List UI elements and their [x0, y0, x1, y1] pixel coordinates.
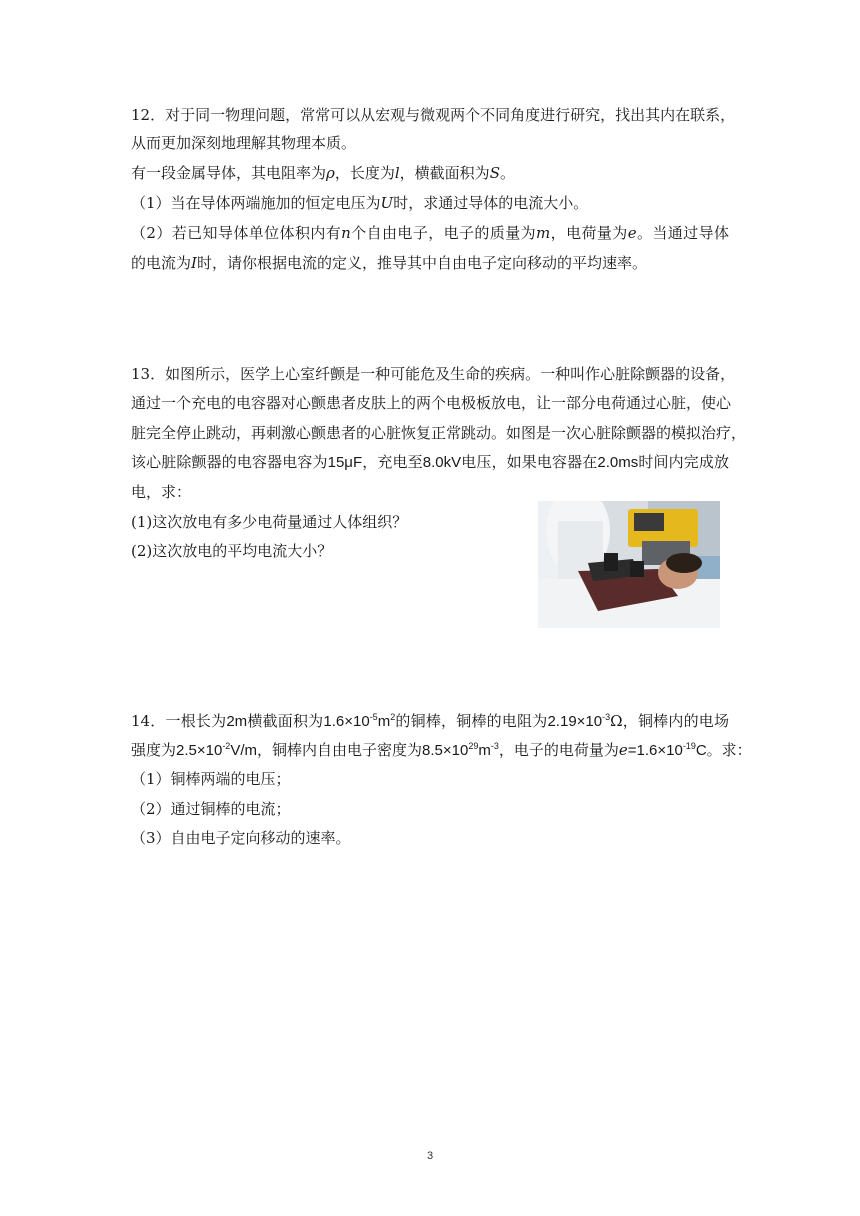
symbol-U: U: [380, 194, 394, 212]
q13-line-4: 该心脏除颤器的电容器电容为15μF，充电至8.0kV电压，如果电容器在2.0ms时间内完成放: [131, 453, 729, 471]
symbol-l: l: [394, 164, 400, 182]
q12-part-1: （1）当在导体两端施加的恒定电压为U时，求通过导体的电流大小。: [131, 194, 589, 212]
q13-sub-2: (2)这次放电的平均电流大小？: [131, 542, 333, 560]
q14-sub-1: （1）铜棒两端的电压；: [131, 770, 291, 788]
q14-line-1: 14．一根长为2m横截面积为$1.6\times 10^{-5}m^2$的铜棒，铜棒的电阻为$2.19\times 10^{-3}\Omega$，铜棒内的电场: [131, 712, 729, 730]
q13-line-2: 通过一个充电的电容器对心颤患者皮肤上的两个电极板放电，让一部分电荷通过心脏，使心: [131, 394, 732, 412]
q13-sub-1: (1)这次放电有多少电荷量通过人体组织？: [131, 513, 408, 531]
defibrillator-photo: [538, 501, 720, 628]
q12-line-2: 从而更加深刻地理解其物理本质。: [131, 134, 357, 152]
q12-line-3: 有一段金属导体，其电阻率为ρ，长度为l，横截面积为S。: [131, 164, 515, 182]
symbol-e: e: [627, 224, 637, 242]
symbol-rho: ρ: [326, 164, 335, 182]
q12-line-1: 12．对于同一物理问题，常常可以从宏观与微观两个不同角度进行研究，找出其内在联系，: [131, 106, 736, 124]
q13-line-5: 电，求：: [131, 483, 192, 501]
symbol-m: m: [536, 224, 551, 242]
symbol-I: I: [191, 254, 197, 272]
symbol-S: S: [489, 164, 500, 182]
q12-part-2-line-1: （2）若已知导体单位体积内有n个自由电子，电子的质量为m，电荷量为e。当通过导体: [131, 224, 729, 242]
q13-line-1: 13．如图所示，医学上心室纤颤是一种可能危及生命的疾病。一种叫作心脏除颤器的设备，: [131, 365, 736, 383]
symbol-e: e: [618, 741, 628, 759]
q13-line-3: 脏完全停止跳动，再刺激心颤患者的心脏恢复正常跳动。如图是一次心脏除颤器的模拟治疗，: [131, 424, 747, 442]
q14-sub-2: （2）通过铜棒的电流；: [131, 800, 291, 818]
symbol-n: n: [341, 224, 351, 242]
q14-line-2: 强度为$2.5\times 10^{-2}V/m$，铜棒内自由电子密度为$8.5\times 10^{29}m^{-3}$，电子的电荷量为$e=1.6\times 10^{-19}C$。求：: [131, 741, 752, 759]
q12-part-2-line-2: 的电流为I时，请你根据电流的定义，推导其中自由电子定向移动的平均速率。: [131, 254, 647, 272]
q14-sub-3: （3）自由电子定向移动的速率。: [131, 829, 351, 847]
page-number: 3: [426, 1150, 434, 1162]
